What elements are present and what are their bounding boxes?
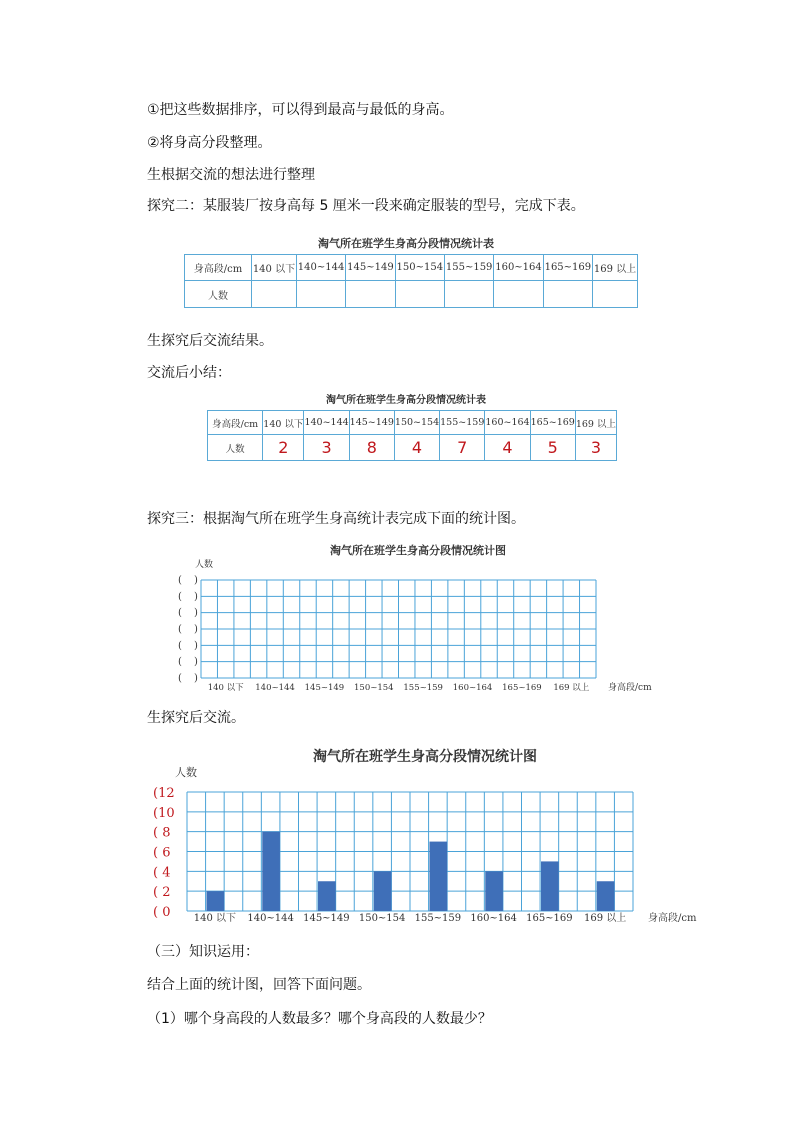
y-tick-label: (: [178, 673, 182, 684]
empty-chart-grid: [201, 580, 596, 678]
y-tick-label: (: [178, 656, 182, 668]
table-column-header: 169 以上: [575, 411, 616, 435]
y-tick-label: ( 8: [153, 825, 171, 841]
paragraph-summary: 交流后小结：: [147, 365, 231, 381]
table-column-header: 140 以下: [263, 411, 304, 435]
y-tick-label: ): [194, 575, 198, 586]
y-tick-label: (: [178, 607, 182, 619]
y-tick-label: (12: [153, 786, 175, 801]
table-row-label: 人数: [185, 281, 252, 308]
table-column-header: 145~149: [349, 411, 394, 435]
table-value-cell: 4: [485, 435, 530, 461]
bar: [262, 832, 280, 911]
table-column-header: 140~144: [304, 411, 349, 435]
table-cell: [296, 281, 345, 308]
y-tick-label: ( 0: [153, 905, 171, 920]
table-row-label: 人数: [208, 435, 263, 461]
table-header-label: 身高段/cm: [208, 411, 263, 435]
chart-y-ticks: [153, 786, 175, 920]
x-tick-label: 155~159: [403, 683, 443, 693]
empty-bar-chart: [160, 540, 660, 695]
bar: [374, 871, 392, 911]
chart-ylabel: 人数: [175, 766, 197, 779]
x-tick-label: 140~144: [255, 683, 295, 693]
table-cell: [593, 281, 638, 308]
table-column-header: 150~154: [394, 411, 439, 435]
chart-xlabel: 身高段/cm: [648, 913, 697, 924]
paragraph-sort: ①把这些数据排序，可以得到最高与最低的身高。: [147, 102, 454, 118]
x-tick-label: 169 以上: [583, 913, 627, 924]
table-value-cell: 7: [440, 435, 485, 461]
empty-height-table: [184, 254, 638, 308]
empty-chart-ylabel: 人数: [195, 560, 214, 570]
table-column-header: 140~144: [296, 255, 345, 281]
table-column-header: 169 以上: [593, 255, 638, 281]
x-tick-label: 169 以上: [553, 683, 590, 693]
bar: [485, 871, 503, 911]
x-tick-label: 150~154: [358, 913, 406, 924]
filled-height-table: [207, 410, 617, 461]
table-column-header: 155~159: [440, 411, 485, 435]
paragraph-knowledge-use: （三）知识运用：: [147, 944, 259, 960]
table-column-header: 160~164: [494, 255, 543, 281]
x-tick-label: 160~164: [452, 683, 493, 693]
y-tick-label: ): [194, 624, 198, 635]
x-tick-label: 165~169: [526, 913, 573, 924]
paragraph-explore-two: 探究二：某服装厂按身高每 5 厘米一段来确定服装的型号，完成下表。: [147, 198, 585, 214]
y-tick-label: ( 2: [153, 885, 171, 901]
x-tick-label: 140~144: [247, 913, 294, 924]
height-bar-chart: [145, 745, 700, 930]
table-cell: [444, 281, 493, 308]
y-tick-label: (: [178, 591, 182, 603]
chart-x-ticks: [194, 911, 627, 924]
empty-chart-y-ticks: [178, 575, 198, 684]
table-value-cell: 3: [575, 435, 616, 461]
chart-grid: [187, 792, 633, 911]
y-tick-label: ( 4: [153, 865, 171, 881]
y-tick-label: ( 6: [153, 845, 171, 861]
chart-title: 淘气所在班学生身高分段情况统计图: [313, 749, 537, 765]
bar: [541, 861, 559, 911]
table-column-header: 155~159: [444, 255, 493, 281]
paragraph-organize: 生根据交流的想法进行整理: [147, 167, 315, 183]
paragraph-explore-three: 探究三：根据淘气所在班学生身高统计表完成下面的统计图。: [147, 511, 525, 527]
empty-chart-title: 淘气所在班学生身高分段情况统计图: [330, 544, 506, 557]
table-column-header: 160~164: [485, 411, 530, 435]
x-tick-label: 150~154: [354, 683, 394, 693]
empty-chart-x-ticks: [208, 682, 590, 693]
table-column-header: 140 以下: [252, 255, 297, 281]
table-cell: [252, 281, 297, 308]
table-column-header: 165~169: [543, 255, 592, 281]
bar: [318, 881, 336, 911]
paragraph-question-one: （1）哪个身高段的人数最多？哪个身高段的人数最少？: [147, 1011, 492, 1027]
table-cell: [395, 281, 444, 308]
table1-title: 淘气所在班学生身高分段情况统计表: [318, 237, 494, 250]
table-header-label: 身高段/cm: [185, 255, 252, 281]
paragraph-exchange: 生探究后交流。: [147, 710, 245, 726]
y-tick-label: ): [194, 656, 198, 668]
bar: [207, 891, 225, 911]
y-tick-label: ): [194, 591, 198, 603]
bar: [430, 842, 448, 911]
y-tick-label: ): [194, 640, 198, 652]
table-cell: [494, 281, 543, 308]
y-tick-label: (10: [153, 805, 175, 821]
table-value-cell: 3: [304, 435, 349, 461]
x-tick-label: 145~149: [303, 913, 350, 924]
paragraph-exchange-result: 生探究后交流结果。: [147, 333, 273, 349]
table-cell: [543, 281, 592, 308]
y-tick-label: (: [178, 575, 182, 586]
paragraph-group: ②将身高分段整理。: [147, 135, 272, 151]
paragraph-answer-questions: 结合上面的统计图，回答下面问题。: [147, 977, 371, 993]
bar: [597, 881, 615, 911]
table-column-header: 150~154: [395, 255, 444, 281]
table2-title: 淘气所在班学生身高分段情况统计表: [326, 395, 486, 406]
table-value-cell: 2: [263, 435, 304, 461]
x-tick-label: 145~149: [304, 683, 345, 693]
table-value-cell: 5: [530, 435, 575, 461]
x-tick-label: 140 以下: [193, 913, 237, 924]
x-tick-label: 140 以下: [207, 683, 244, 693]
empty-chart-xlabel: 身高段/cm: [608, 683, 652, 693]
x-tick-label: 165~169: [502, 683, 542, 693]
x-tick-label: 160~164: [470, 913, 517, 924]
y-tick-label: ): [194, 673, 198, 684]
table-cell: [346, 281, 395, 308]
table-column-header: 145~149: [346, 255, 395, 281]
y-tick-label: ): [194, 607, 198, 619]
table-value-cell: 4: [394, 435, 439, 461]
x-tick-label: 155~159: [414, 913, 462, 924]
table-column-header: 165~169: [530, 411, 575, 435]
table-value-cell: 8: [349, 435, 394, 461]
y-tick-label: (: [178, 640, 182, 652]
y-tick-label: (: [178, 624, 182, 635]
